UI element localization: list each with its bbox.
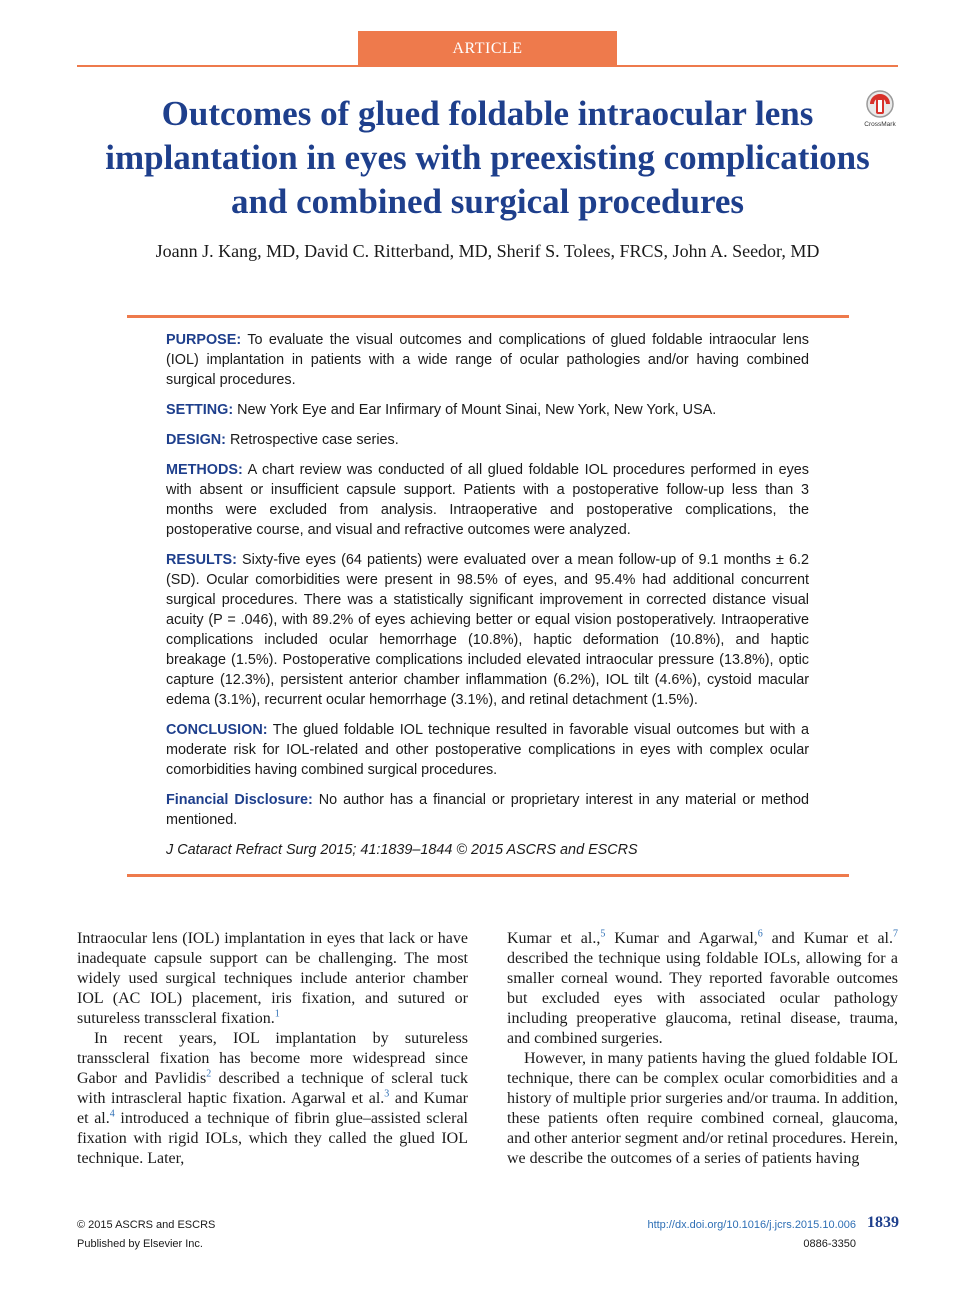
- body-column-right: [507, 929, 898, 1169]
- body-text: and Kumar et al.: [762, 930, 893, 947]
- body-text: Kumar et al.,: [507, 930, 601, 947]
- results-label: RESULTS:: [166, 552, 237, 568]
- article-title: Outcomes of glued foldable intraocular lens implantation in eyes with preexisting complications and combined surgical procedures: [105, 94, 870, 221]
- footer-issn: 0886-3350: [803, 1238, 856, 1250]
- conclusion-label: CONCLUSION:: [166, 722, 268, 738]
- body-text: described the technique using foldable IOLs, allowing for a smaller corneal wound. They reported favorable outcomes but excluded eyes with associated ocular pathology including preoperative glaucoma, retinal disease, trauma, and combined surgeries.: [507, 950, 898, 1047]
- abstract-setting: [166, 400, 809, 420]
- body-text: In recent years, IOL implantation by sutureless transscleral fixation has become more widespread since Gabor and Pavlidis: [77, 1030, 468, 1087]
- journal-citation: J Cataract Refract Surg 2015; 41:1839–1844 © 2015 ASCRS and ESCRS: [166, 842, 638, 858]
- disclosure-text: No author has a financial or proprietary interest in any material or method mentioned.: [166, 792, 809, 828]
- abstract-block: [166, 330, 809, 870]
- methods-text: A chart review was conducted of all glued foldable IOL procedures performed in eyes with absent or insufficient capsule support. Patients with a postoperative follow-up less than 3 months were excluded from analysis. Intraoperative and postoperative complications, the postoperative course, and visual and refractive outcomes were analyzed.: [166, 462, 809, 538]
- crossmark-icon: [863, 89, 897, 129]
- page-number: 1839: [867, 1214, 899, 1231]
- body-text: described a technique of scleral tuck with intrascleral haptic fixation. Agarwal et al.: [77, 1070, 468, 1107]
- reference-link[interactable]: 7: [893, 928, 898, 940]
- reference-link[interactable]: 5: [600, 928, 606, 940]
- reference-link[interactable]: 2: [206, 1068, 212, 1080]
- abstract-top-rule: [127, 315, 849, 318]
- body-text: Intraocular lens (IOL) implantation in eyes that lack or have inadequate capsule support can be challenging. The most widely used surgical techniques include anterior chamber IOL (AC IOL) placement, iris fixation, and sutured or sutureless transscleral fixation.: [77, 930, 468, 1027]
- body-paragraph: However, in many patients having the glued foldable IOL technique, there can be complex ocular comorbidities and a history of multiple prior surgeries and/or trauma. In addition, these patients often require combined corneal, glaucoma, and other anterior segment and/or retinal procedures. Herein, we describe the outcomes of a series of patients having: [507, 1050, 898, 1167]
- reference-link[interactable]: 1: [274, 1008, 280, 1020]
- section-tab: ARTICLE: [358, 31, 617, 65]
- abstract-disclosure: [166, 790, 809, 830]
- crossmark-badge[interactable]: [863, 89, 897, 129]
- design-label: DESIGN:: [166, 432, 226, 448]
- body-text: Kumar and Agarwal,: [605, 930, 758, 947]
- purpose-text: To evaluate the visual outcomes and complications of glued foldable intraocular lens (IOL) implantation in patients with a wide range of ocular pathologies and/or having combined surgical procedures.: [166, 332, 809, 388]
- design-text: Retrospective case series.: [225, 432, 399, 448]
- methods-label: METHODS:: [166, 462, 243, 478]
- abstract-bottom-rule: [127, 874, 849, 877]
- header-rule: [77, 65, 898, 67]
- footer-publisher: Published by Elsevier Inc.: [77, 1238, 203, 1250]
- setting-text: New York Eye and Ear Infirmary of Mount Sinai, New York, New York, USA.: [233, 402, 717, 418]
- author-list: Joann J. Kang, MD, David C. Ritterband, MD, Sherif S. Tolees, FRCS, John A. Seedor, MD: [155, 241, 820, 261]
- abstract-purpose: [166, 330, 809, 390]
- purpose-label: PURPOSE:: [166, 332, 242, 348]
- abstract-methods: [166, 460, 809, 540]
- results-text: Sixty-five eyes (64 patients) were evaluated over a mean follow-up of 9.1 months ± 6.2 (SD). Ocular comorbidities were present in 98.5% of eyes, and 95.4% had additional concurrent surgical procedures. There was a statistically significant improvement in corrected distance visual acuity (P = .046), with 89.2% of eyes achieving better or equal vision postoperatively. Intraoperative complications included ocular hemorrhage (10.8%), haptic deformation (10.8%), and haptic breakage (1.5%). Postoperative complications included elevated intraocular pressure (13.8%), optic capture (12.3%), persistent anterior chamber inflammation (6.2%), IOL tilt (4.6%), cystoid macular edema (3.1%), recurrent ocular hemorrhage (3.1%), and retinal detachment (1.5%).: [166, 552, 809, 708]
- reference-link[interactable]: 3: [384, 1088, 390, 1100]
- body-paragraph: [507, 929, 898, 1049]
- body-paragraph: [77, 1029, 468, 1169]
- reference-link[interactable]: 4: [109, 1108, 115, 1120]
- footer-copyright: © 2015 ASCRS and ESCRS: [77, 1219, 216, 1231]
- body-column-left: [77, 929, 468, 1169]
- doi-link[interactable]: http://dx.doi.org/10.1016/j.jcrs.2015.10.006: [647, 1219, 856, 1231]
- disclosure-label: Financial Disclosure:: [166, 792, 313, 808]
- conclusion-text: The glued foldable IOL technique resulted in favorable visual outcomes but with a moderate risk for IOL-related and other postoperative complications in eyes with complex ocular comorbidities having combined surgical procedures.: [166, 722, 809, 778]
- abstract-design: [166, 430, 809, 450]
- reference-link[interactable]: 6: [757, 928, 763, 940]
- abstract-conclusion: [166, 720, 809, 780]
- body-text: introduced a technique of fibrin glue–assisted scleral fixation with rigid IOLs, which they called the glued IOL technique. Later,: [77, 1110, 468, 1167]
- body-text: and Kumar et al.: [77, 1090, 469, 1127]
- abstract-results: [166, 550, 809, 710]
- setting-label: SETTING:: [166, 402, 234, 418]
- crossmark-text: CrossMark: [864, 121, 896, 128]
- body-paragraph: [77, 929, 468, 1029]
